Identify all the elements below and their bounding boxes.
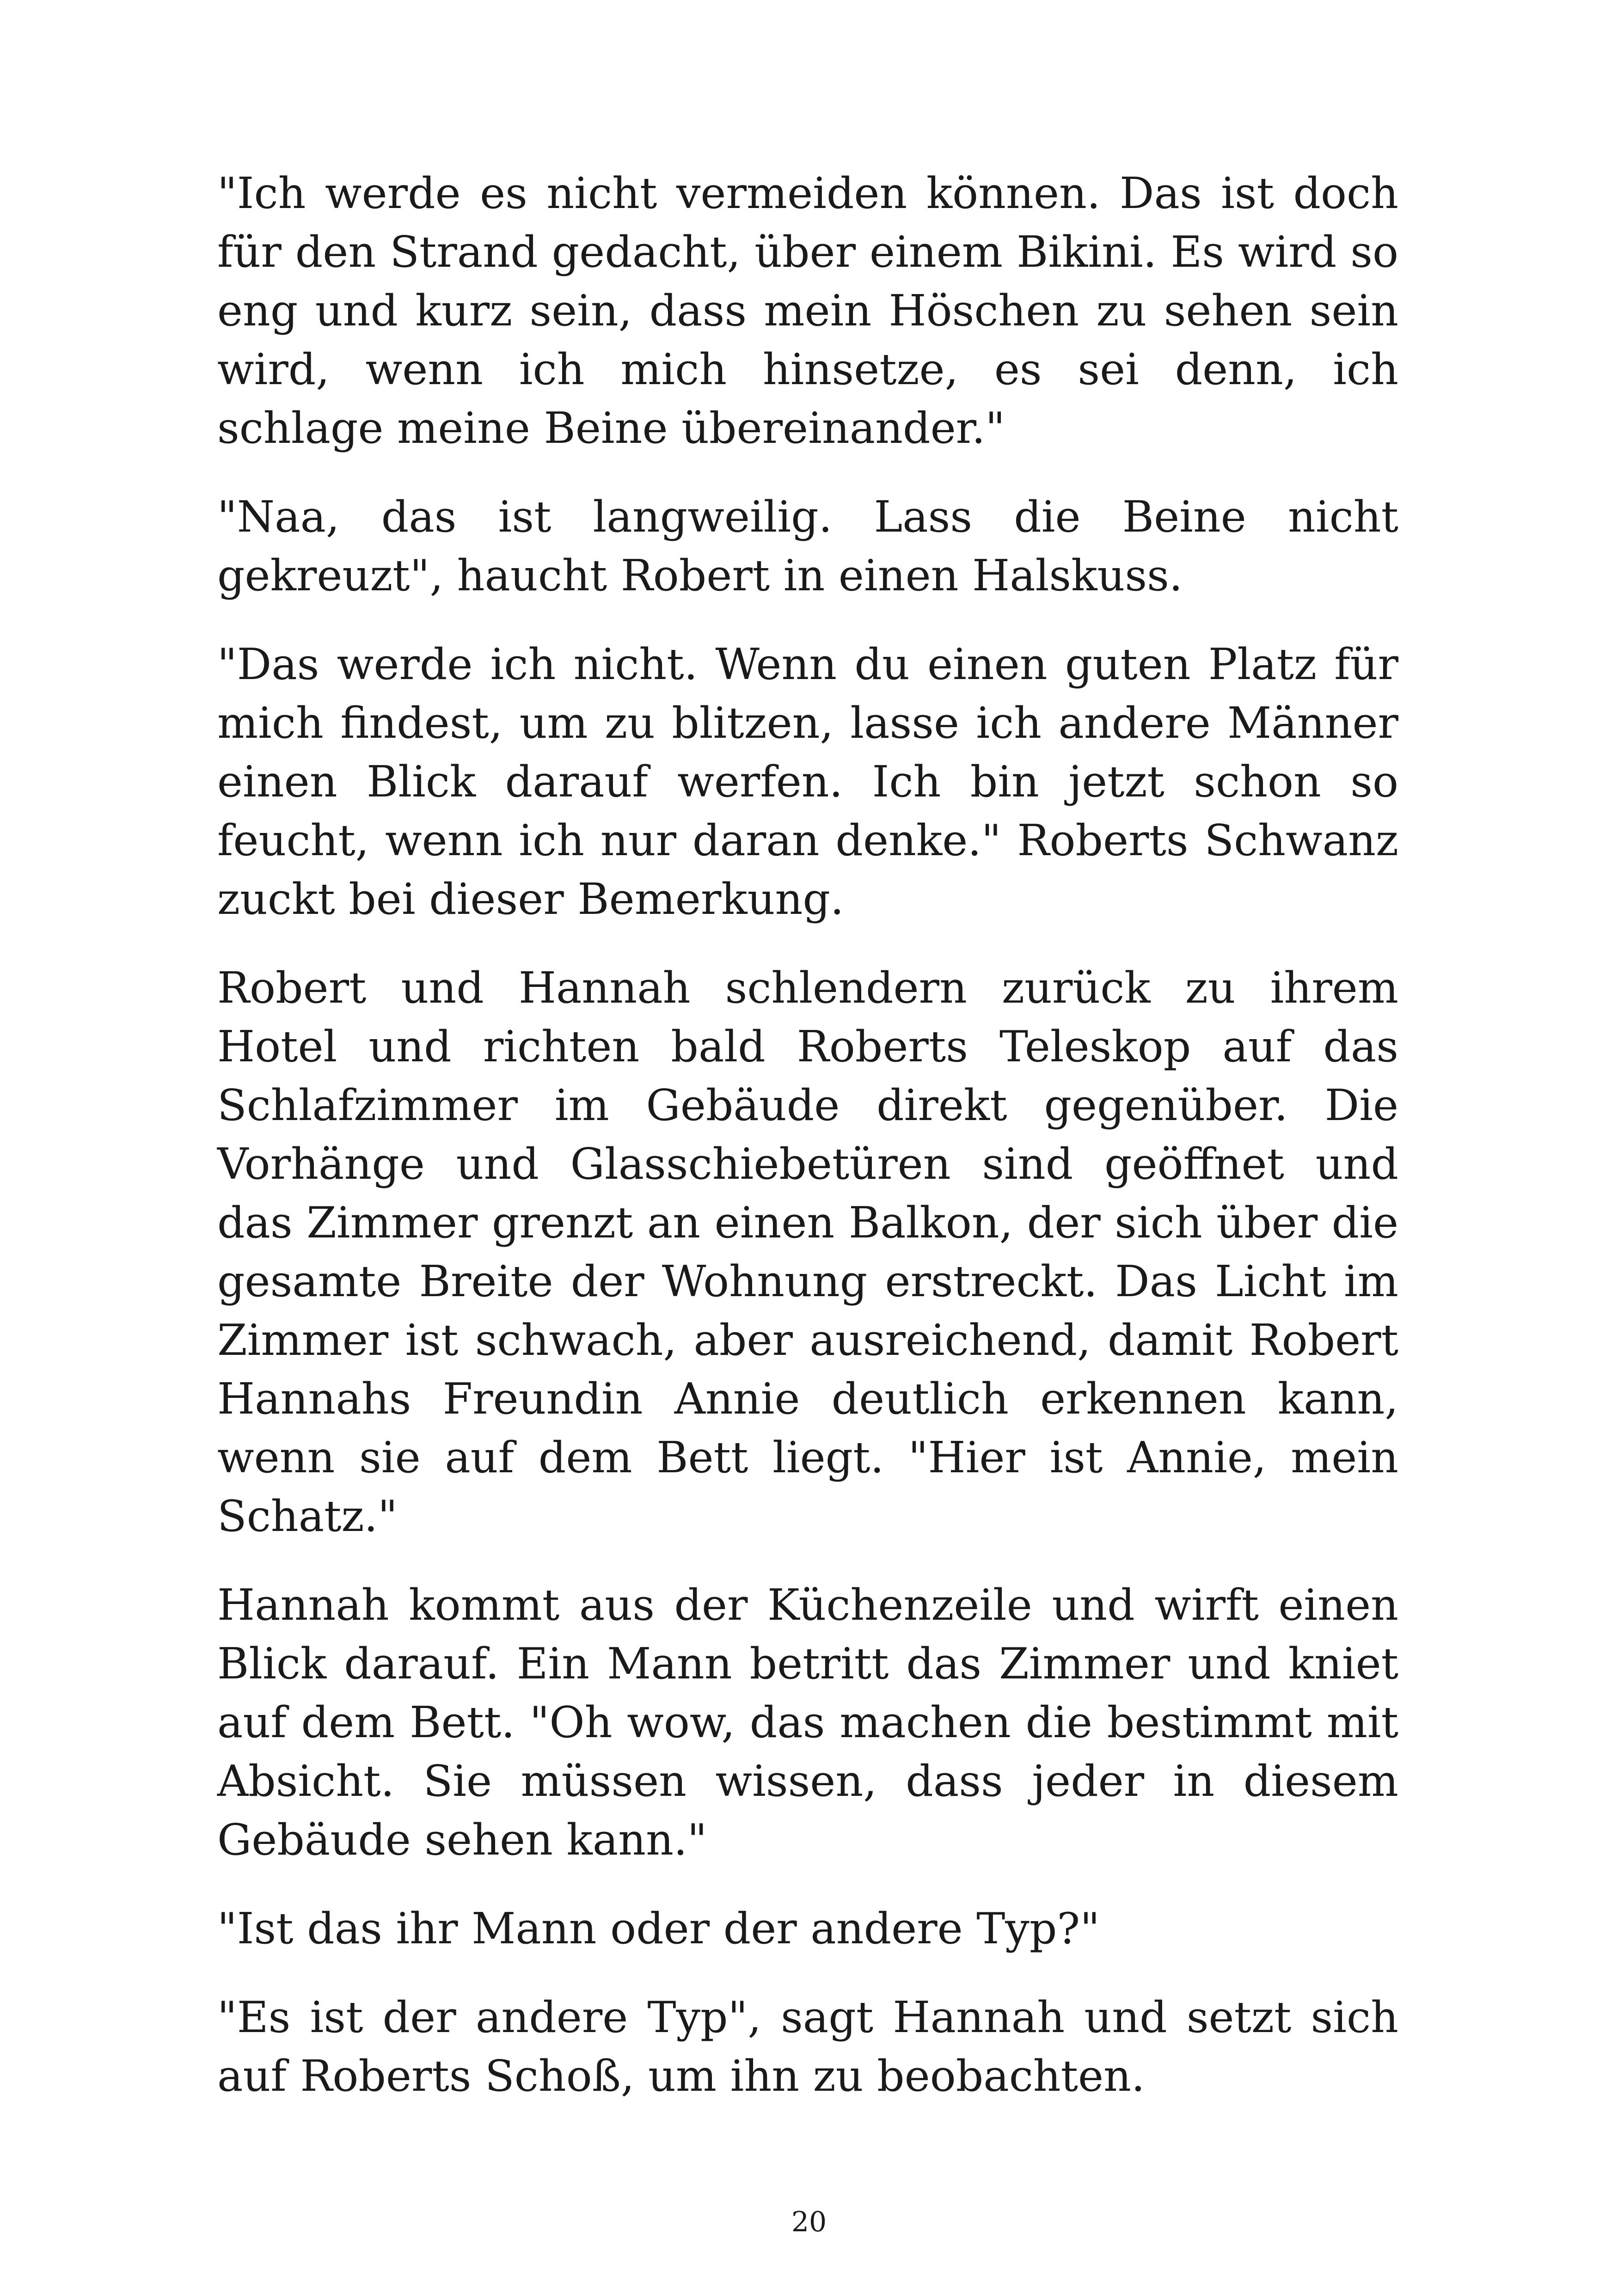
paragraph: "Naa, das ist langweilig. Lass die Beine nicht gekreuzt", haucht Robert in einen Halskuss. — [217, 492, 1398, 600]
paragraph: Robert und Hannah schlendern zurück zu ihrem Hotel und richten bald Roberts Teleskop auf das Schlafzimmer im Gebäude direkt gegenüber. Die Vorhänge und Glasschiebetüren sind geöffnet und das Zimmer grenzt an einen Balkon, der sich über die gesamte Breite der Wohnung erstreckt. Das Licht im Zimmer ist schwach, aber ausreichend, damit Robert Hannahs Freundin Annie deutlich erkennen kann, wenn sie auf dem Bett liegt. "Hier ist Annie, mein Schatz." — [217, 963, 1398, 1541]
paragraph: "Ich werde es nicht vermeiden können. Das ist doch für den Strand gedacht, über einem Bikini. Es wird so eng und kurz sein, dass mein Höschen zu sehen sein wird, wenn ich mich hinsetze, es sei denn, ich schlage meine Beine übereinander." — [217, 168, 1398, 453]
paragraph: "Das werde ich nicht. Wenn du einen guten Platz für mich findest, um zu blitzen, lasse ich andere Männer einen Blick darauf werfen. Ich bin jetzt schon so feucht, wenn ich nur daran denke." Roberts Schwanz zuckt bei dieser Bemerkung. — [217, 639, 1398, 924]
page-number: 20 — [791, 2206, 827, 2238]
paragraph: "Es ist der andere Typ", sagt Hannah und setzt sich auf Roberts Schoß, um ihn zu beobachten. — [217, 1992, 1398, 2101]
body-text — [217, 164, 1398, 2136]
paragraph: Hannah kommt aus der Küchenzeile und wirft einen Blick darauf. Ein Mann betritt das Zimmer und kniet auf dem Bett. "Oh wow, das machen die bestimmt mit Absicht. Sie müssen wissen, dass jeder in diesem Gebäude sehen kann." — [217, 1580, 1398, 1865]
paragraph: "Ist das ihr Mann oder der andere Typ?" — [217, 1904, 1100, 1953]
